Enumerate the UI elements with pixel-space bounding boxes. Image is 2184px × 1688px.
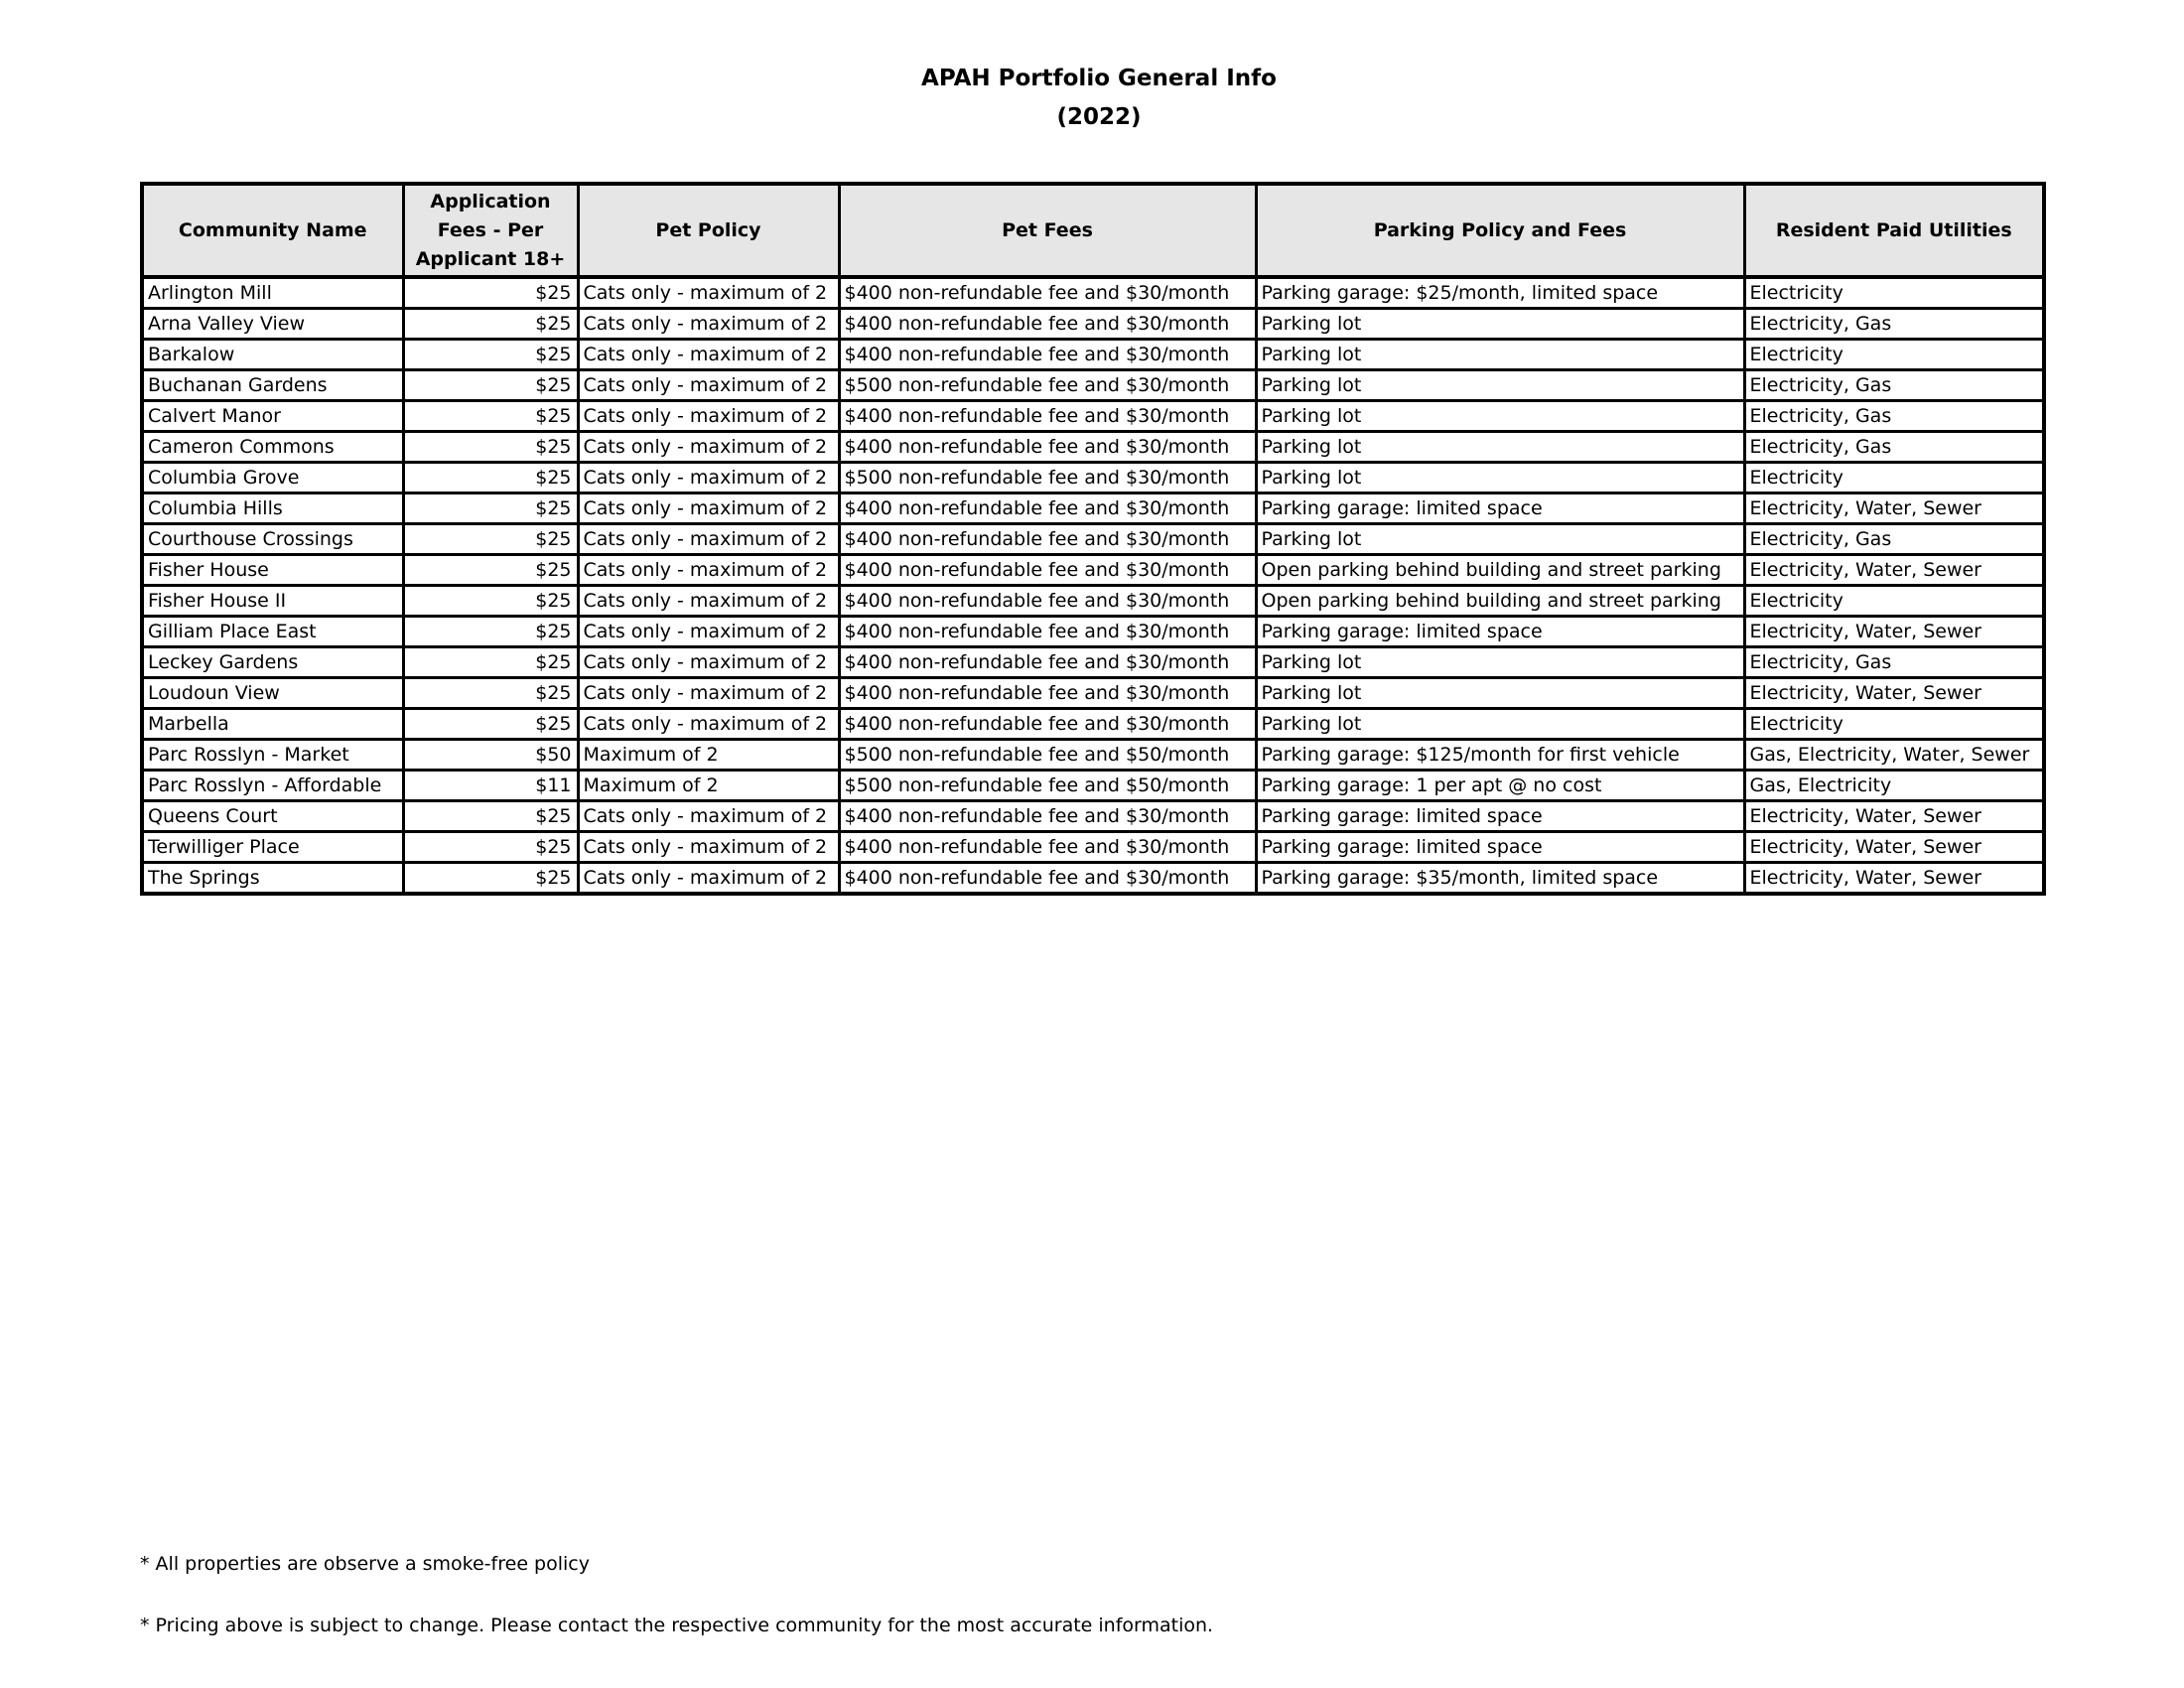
cell-utilities: Electricity (1744, 586, 2044, 617)
cell-community-name: The Springs (142, 863, 403, 895)
cell-parking: Parking lot (1256, 432, 1744, 463)
cell-pet-fees: $500 non-refundable fee and $50/month (839, 771, 1256, 801)
cell-pet-policy: Cats only - maximum of 2 (578, 617, 839, 647)
cell-utilities: Electricity, Water, Sewer (1744, 863, 2044, 895)
table-row (142, 277, 2044, 309)
cell-application-fee: $25 (403, 432, 578, 463)
cell-parking: Parking lot (1256, 370, 1744, 401)
cell-pet-fees: $400 non-refundable fee and $30/month (839, 586, 1256, 617)
cell-parking: Parking garage: limited space (1256, 801, 1744, 832)
cell-parking: Parking garage: $25/month, limited space (1256, 277, 1744, 309)
cell-application-fee: $25 (403, 801, 578, 832)
table-row (142, 678, 2044, 709)
cell-application-fee: $25 (403, 647, 578, 678)
cell-parking: Parking garage: limited space (1256, 493, 1744, 524)
cell-community-name: Loudoun View (142, 678, 403, 709)
cell-pet-policy: Cats only - maximum of 2 (578, 432, 839, 463)
cell-pet-policy: Maximum of 2 (578, 771, 839, 801)
cell-application-fee: $25 (403, 370, 578, 401)
cell-pet-fees: $400 non-refundable fee and $30/month (839, 401, 1256, 432)
cell-utilities: Electricity, Gas (1744, 432, 2044, 463)
cell-application-fee: $25 (403, 678, 578, 709)
table-row (142, 340, 2044, 370)
cell-pet-policy: Cats only - maximum of 2 (578, 463, 839, 493)
cell-community-name: Leckey Gardens (142, 647, 403, 678)
table-row (142, 771, 2044, 801)
cell-pet-fees: $400 non-refundable fee and $30/month (839, 832, 1256, 863)
cell-parking: Open parking behind building and street parking (1256, 555, 1744, 586)
cell-parking: Parking lot (1256, 709, 1744, 740)
cell-application-fee: $25 (403, 709, 578, 740)
cell-application-fee: $25 (403, 832, 578, 863)
portfolio-table (140, 182, 2046, 896)
cell-utilities: Electricity, Water, Sewer (1744, 493, 2044, 524)
cell-utilities: Electricity, Gas (1744, 309, 2044, 340)
cell-pet-policy: Cats only - maximum of 2 (578, 493, 839, 524)
cell-community-name: Buchanan Gardens (142, 370, 403, 401)
cell-application-fee: $25 (403, 401, 578, 432)
cell-community-name: Marbella (142, 709, 403, 740)
cell-utilities: Electricity, Water, Sewer (1744, 678, 2044, 709)
cell-utilities: Electricity, Gas (1744, 524, 2044, 555)
cell-pet-fees: $400 non-refundable fee and $30/month (839, 277, 1256, 309)
table-row (142, 432, 2044, 463)
header-row (142, 184, 2044, 277)
cell-pet-fees: $400 non-refundable fee and $30/month (839, 801, 1256, 832)
header-community-name: Community Name (142, 184, 403, 277)
cell-pet-fees: $400 non-refundable fee and $30/month (839, 309, 1256, 340)
cell-pet-fees: $400 non-refundable fee and $30/month (839, 709, 1256, 740)
cell-utilities: Gas, Electricity, Water, Sewer (1744, 740, 2044, 771)
title-line-2: (2022) (1056, 104, 1142, 130)
cell-utilities: Electricity, Water, Sewer (1744, 555, 2044, 586)
cell-pet-policy: Cats only - maximum of 2 (578, 709, 839, 740)
cell-utilities: Electricity (1744, 463, 2044, 493)
table-row (142, 524, 2044, 555)
footnotes (140, 1549, 1213, 1640)
cell-community-name: Cameron Commons (142, 432, 403, 463)
cell-pet-policy: Cats only - maximum of 2 (578, 277, 839, 309)
cell-application-fee: $25 (403, 863, 578, 895)
table-row (142, 740, 2044, 771)
cell-utilities: Electricity, Gas (1744, 401, 2044, 432)
page-title (0, 60, 2184, 137)
cell-community-name: Queens Court (142, 801, 403, 832)
cell-pet-fees: $500 non-refundable fee and $30/month (839, 370, 1256, 401)
cell-pet-fees: $400 non-refundable fee and $30/month (839, 432, 1256, 463)
table-row (142, 370, 2044, 401)
cell-pet-policy: Cats only - maximum of 2 (578, 340, 839, 370)
cell-community-name: Columbia Grove (142, 463, 403, 493)
cell-pet-policy: Cats only - maximum of 2 (578, 678, 839, 709)
cell-pet-fees: $400 non-refundable fee and $30/month (839, 678, 1256, 709)
cell-community-name: Calvert Manor (142, 401, 403, 432)
header-pet-fees: Pet Fees (839, 184, 1256, 277)
cell-utilities: Electricity, Water, Sewer (1744, 617, 2044, 647)
table-body (142, 277, 2044, 894)
cell-pet-fees: $400 non-refundable fee and $30/month (839, 863, 1256, 895)
cell-parking: Parking lot (1256, 309, 1744, 340)
cell-pet-policy: Cats only - maximum of 2 (578, 309, 839, 340)
cell-application-fee: $25 (403, 277, 578, 309)
table-row (142, 832, 2044, 863)
cell-pet-policy: Cats only - maximum of 2 (578, 801, 839, 832)
table-row (142, 863, 2044, 895)
table-row (142, 647, 2044, 678)
table-row (142, 309, 2044, 340)
table-row (142, 586, 2044, 617)
cell-pet-fees: $400 non-refundable fee and $30/month (839, 493, 1256, 524)
header-utilities: Resident Paid Utilities (1744, 184, 2044, 277)
cell-parking: Parking lot (1256, 401, 1744, 432)
header-pet-policy: Pet Policy (578, 184, 839, 277)
cell-utilities: Electricity (1744, 277, 2044, 309)
table-row (142, 555, 2044, 586)
cell-parking: Parking lot (1256, 678, 1744, 709)
cell-application-fee: $25 (403, 617, 578, 647)
cell-parking: Parking lot (1256, 463, 1744, 493)
cell-utilities: Electricity, Gas (1744, 647, 2044, 678)
cell-community-name: Courthouse Crossings (142, 524, 403, 555)
cell-community-name: Fisher House (142, 555, 403, 586)
cell-community-name: Terwilliger Place (142, 832, 403, 863)
cell-parking: Parking garage: $125/month for first vehicle (1256, 740, 1744, 771)
cell-application-fee: $25 (403, 340, 578, 370)
cell-community-name: Barkalow (142, 340, 403, 370)
table-row (142, 709, 2044, 740)
cell-community-name: Columbia Hills (142, 493, 403, 524)
cell-pet-policy: Cats only - maximum of 2 (578, 832, 839, 863)
cell-utilities: Electricity, Gas (1744, 370, 2044, 401)
cell-pet-fees: $400 non-refundable fee and $30/month (839, 340, 1256, 370)
cell-pet-policy: Maximum of 2 (578, 740, 839, 771)
cell-pet-policy: Cats only - maximum of 2 (578, 647, 839, 678)
cell-pet-policy: Cats only - maximum of 2 (578, 401, 839, 432)
cell-pet-policy: Cats only - maximum of 2 (578, 524, 839, 555)
cell-pet-policy: Cats only - maximum of 2 (578, 370, 839, 401)
cell-utilities: Electricity, Water, Sewer (1744, 801, 2044, 832)
footnote: * Pricing above is subject to change. Please contact the respective community for the most accurate information. (140, 1615, 1214, 1636)
cell-application-fee: $25 (403, 463, 578, 493)
cell-parking: Parking garage: limited space (1256, 832, 1744, 863)
cell-pet-fees: $500 non-refundable fee and $50/month (839, 740, 1256, 771)
cell-utilities: Electricity (1744, 340, 2044, 370)
cell-pet-fees: $500 non-refundable fee and $30/month (839, 463, 1256, 493)
cell-parking: Parking lot (1256, 340, 1744, 370)
header-parking: Parking Policy and Fees (1256, 184, 1744, 277)
cell-application-fee: $50 (403, 740, 578, 771)
cell-application-fee: $25 (403, 524, 578, 555)
cell-pet-fees: $400 non-refundable fee and $30/month (839, 524, 1256, 555)
title-line-1: APAH Portfolio General Info (921, 66, 1277, 91)
cell-parking: Parking lot (1256, 524, 1744, 555)
header-application-fees: Application Fees - Per Applicant 18+ (403, 184, 578, 277)
table-row (142, 463, 2044, 493)
cell-application-fee: $25 (403, 586, 578, 617)
cell-community-name: Arlington Mill (142, 277, 403, 309)
cell-parking: Open parking behind building and street parking (1256, 586, 1744, 617)
cell-parking: Parking garage: limited space (1256, 617, 1744, 647)
cell-pet-policy: Cats only - maximum of 2 (578, 586, 839, 617)
cell-application-fee: $25 (403, 555, 578, 586)
cell-pet-fees: $400 non-refundable fee and $30/month (839, 617, 1256, 647)
cell-community-name: Arna Valley View (142, 309, 403, 340)
table-row (142, 801, 2044, 832)
cell-utilities: Electricity (1744, 709, 2044, 740)
table-row (142, 617, 2044, 647)
cell-application-fee: $11 (403, 771, 578, 801)
footnote: * All properties are observe a smoke-free policy (140, 1553, 590, 1575)
table-row (142, 493, 2044, 524)
cell-pet-policy: Cats only - maximum of 2 (578, 555, 839, 586)
cell-pet-fees: $400 non-refundable fee and $30/month (839, 555, 1256, 586)
cell-parking: Parking garage: $35/month, limited space (1256, 863, 1744, 895)
cell-pet-fees: $400 non-refundable fee and $30/month (839, 647, 1256, 678)
cell-community-name: Parc Rosslyn - Affordable (142, 771, 403, 801)
cell-pet-policy: Cats only - maximum of 2 (578, 863, 839, 895)
cell-application-fee: $25 (403, 309, 578, 340)
cell-utilities: Electricity, Water, Sewer (1744, 832, 2044, 863)
cell-utilities: Gas, Electricity (1744, 771, 2044, 801)
table-row (142, 401, 2044, 432)
cell-community-name: Fisher House II (142, 586, 403, 617)
table-header (142, 184, 2044, 277)
cell-community-name: Parc Rosslyn - Market (142, 740, 403, 771)
cell-application-fee: $25 (403, 493, 578, 524)
cell-parking: Parking garage: 1 per apt @ no cost (1256, 771, 1744, 801)
cell-parking: Parking lot (1256, 647, 1744, 678)
cell-community-name: Gilliam Place East (142, 617, 403, 647)
